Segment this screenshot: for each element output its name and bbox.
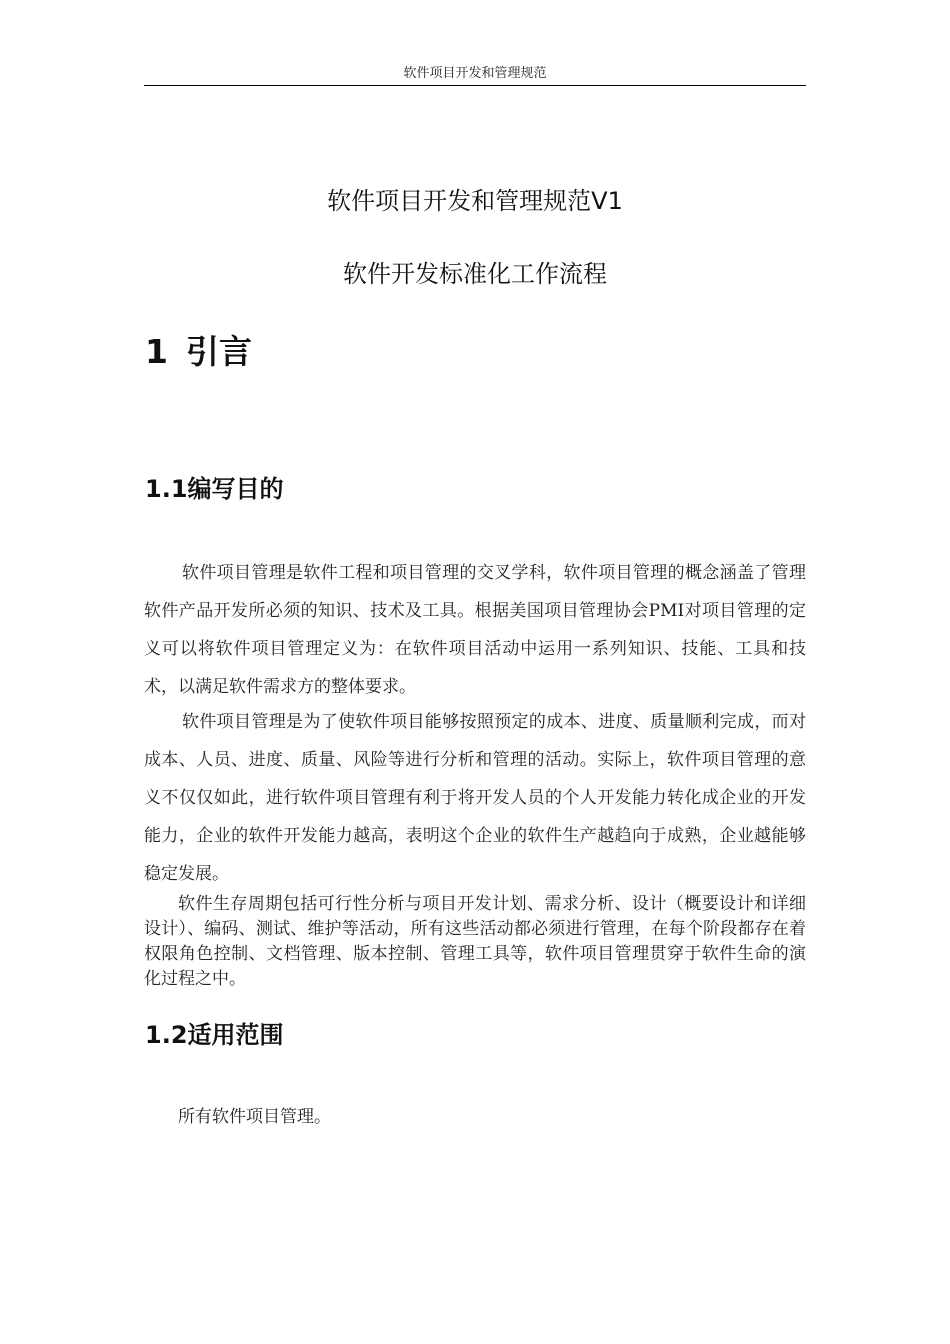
header-rule (144, 85, 806, 86)
running-header: 软件项目开发和管理规范 (403, 66, 547, 81)
section-1-2-paragraph: 所有软件项目管理。 (178, 1107, 331, 1127)
section-1-heading (145, 330, 252, 374)
section-1-number: 1 (145, 332, 168, 371)
section-1-title: 引言 (185, 332, 252, 371)
section-1-2-heading: 1.2适用范围 (145, 1021, 284, 1049)
document-subtitle: 软件开发标准化工作流程 (343, 260, 607, 288)
section-1-1-paragraph: 软件项目管理是为了使软件项目能够按照预定的成本、进度、质量顺利完成，而对成本、人员、进度、质量、风险等进行分析和管理的活动。实际上，软件项目管理的意义不仅仅如此，进行软件项目管理有利于将开发人员的个人开发能力转化成企业的开发能力，企业的软件开发能力越高，表明这个企业的软件生产越趋向于成熟，企业越能够稳定发展。 (144, 712, 806, 884)
section-1-1-paragraph: 软件生存周期包括可行性分析与项目开发计划、需求分析、设计（概要设计和详细设计）、编码、测试、维护等活动，所有这些活动都必须进行管理，在每个阶段都存在着权限角色控制、文档管理、版本控制、管理工具等，软件项目管理贯穿于软件生命的演化过程之中。 (144, 894, 806, 989)
document-title: 软件项目开发和管理规范V1 (327, 187, 623, 215)
section-1-1-paragraph: 软件项目管理是软件工程和项目管理的交叉学科，软件项目管理的概念涵盖了管理软件产品开发所必须的知识、技术及工具。根据美国项目管理协会PMI对项目管理的定义可以将软件项目管理定义为：在软件项目活动中运用一系列知识、技能、工具和技术，以满足软件需求方的整体要求。 (144, 563, 806, 697)
section-1-1-heading: 1.1编写目的 (145, 475, 284, 503)
